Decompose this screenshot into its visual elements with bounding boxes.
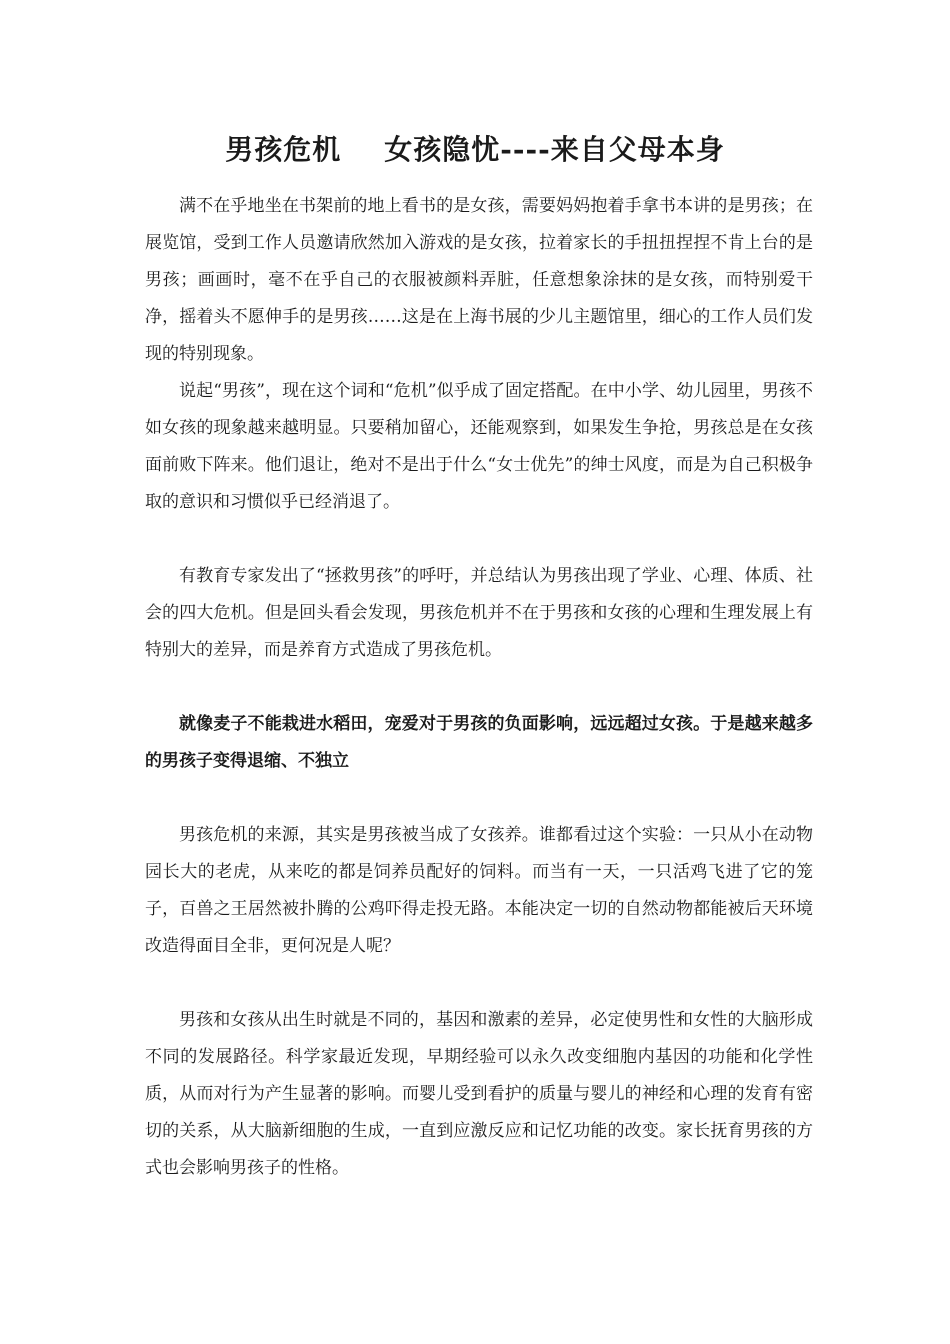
paragraph-spacer — [145, 521, 813, 558]
document-body — [145, 188, 813, 1187]
paragraph-spacer — [145, 780, 813, 817]
paragraph-1: 满不在乎地坐在书架前的地上看书的是女孩，需要妈妈抱着手拿书本讲的是男孩；在展览馆，受到工作人员邀请欣然加入游戏的是女孩，拉着家长的手扭扭捏捏不肯上台的是男孩；画画时，毫不在乎自己的衣服被颜料弄脏，任意想象涂抹的是女孩，而特别爱干净，摇着头不愿伸手的是男孩……这是在上海书展的少儿主题馆里，细心的工作人员们发现的特别现象。 — [145, 196, 813, 364]
bold-highlight-paragraph: 就像麦子不能栽进水稻田，宠爱对于男孩的负面影响，远远超过女孩。于是越来越多的男孩子变得退缩、不独立 — [145, 714, 813, 771]
paragraph-2: 说起“男孩”，现在这个词和“危机”似乎成了固定搭配。在中小学、幼儿园里，男孩不如女孩的现象越来越明显。只要稍加留心，还能观察到，如果发生争抢，男孩总是在女孩面前败下阵来。他们退让，绝对不是出于什么“女士优先”的绅士风度，而是为自己积极争取的意识和习惯似乎已经消退了。 — [145, 381, 813, 512]
paragraph-6: 男孩和女孩从出生时就是不同的，基因和激素的差异，必定使男性和女性的大脑形成不同的发展路径。科学家最近发现，早期经验可以永久改变细胞内基因的功能和化学性质，从而对行为产生显著的影响。而婴儿受到看护的质量与婴儿的神经和心理的发育有密切的关系，从大脑新细胞的生成，一直到应激反应和记忆功能的改变。家长抚育男孩的方式也会影响男孩子的性格。 — [145, 1010, 813, 1178]
paragraph-3: 有教育专家发出了“拯救男孩”的呼吁，并总结认为男孩出现了学业、心理、体质、社会的四大危机。但是回头看会发现，男孩危机并不在于男孩和女孩的心理和生理发展上有特别大的差异，而是养育方式造成了男孩危机。 — [145, 566, 813, 660]
paragraph-5: 男孩危机的来源，其实是男孩被当成了女孩养。谁都看过这个实验：一只从小在动物园长大的老虎，从来吃的都是饲养员配好的饲料。而当有一天，一只活鸡飞进了它的笼子，百兽之王居然被扑腾的公鸡吓得走投无路。本能决定一切的自然动物都能被后天环境改造得面目全非，更何况是人呢？ — [145, 825, 813, 956]
document-title: 男孩危机 女孩隐忧----来自父母本身 — [225, 133, 725, 166]
paragraph-spacer — [145, 965, 813, 1002]
paragraph-spacer — [145, 669, 813, 706]
